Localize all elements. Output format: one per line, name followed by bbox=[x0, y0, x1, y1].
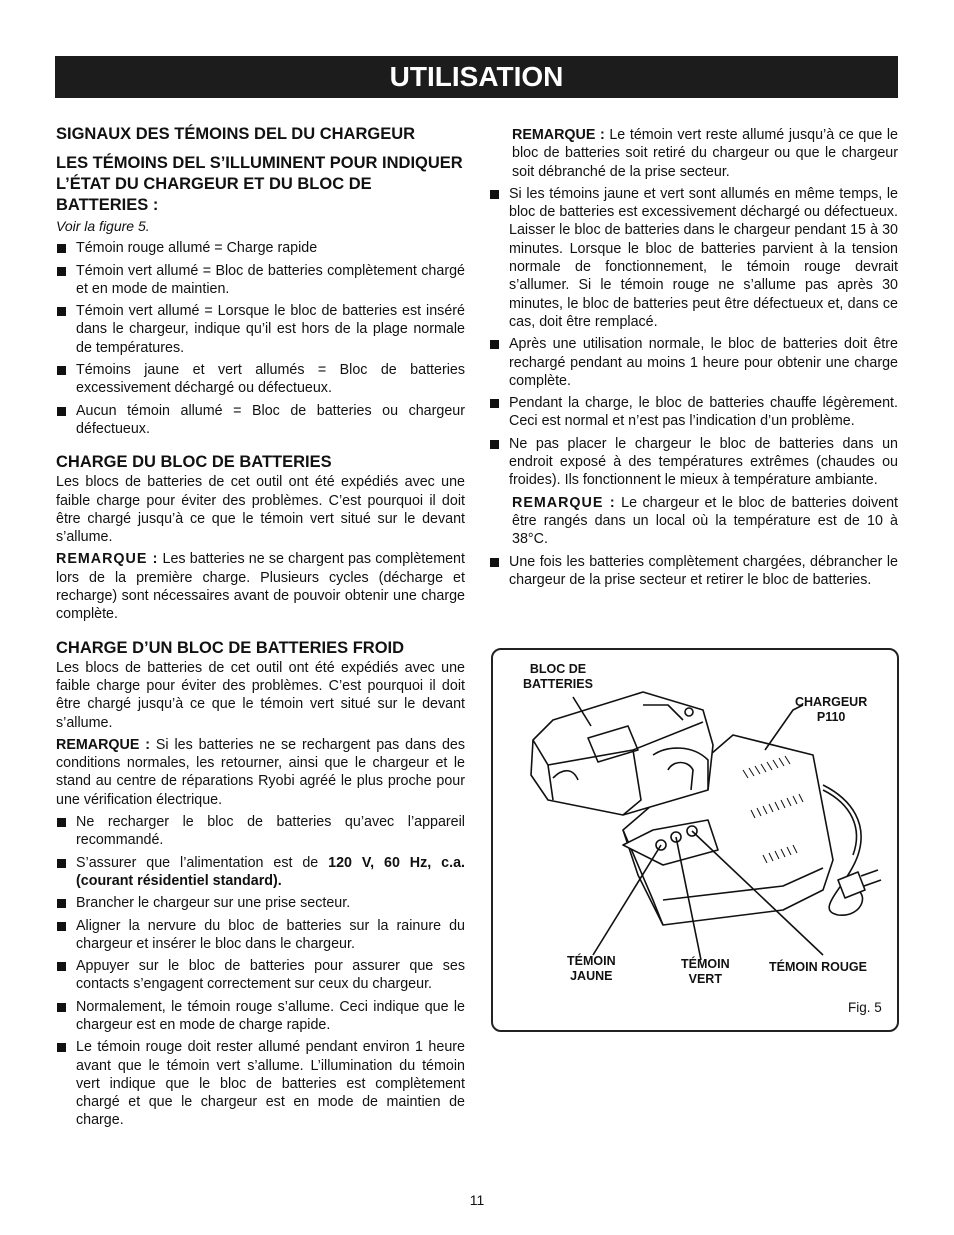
list-item: Témoin rouge allumé = Charge rapide bbox=[56, 239, 465, 257]
label-line: VERT bbox=[688, 972, 722, 986]
label-green-led bbox=[681, 957, 730, 987]
note-text: Le témoin vert reste allumé jusqu’à ce que le bloc de batteries soit retiré du chargeur ou que le chargeur soit débranché de la prise secteur. bbox=[512, 127, 899, 180]
power-spec: 120 V, 60 Hz, c.a. (courant résidentiel standard). bbox=[76, 854, 465, 889]
note-label: REMARQUE : bbox=[56, 736, 151, 753]
label-line: BLOC DE bbox=[529, 662, 587, 676]
note-label: REMARQUE : bbox=[512, 127, 605, 143]
note-text: Le chargeur et le bloc de batteries doivent être rangés dans un local où la température est de 10 à 38°C. bbox=[512, 494, 898, 548]
label-line: TÉMOIN bbox=[567, 954, 616, 968]
list-item: Appuyer sur le bloc de batteries pour assurer que ses contacts s’engagent correctement sur ceux du chargeur. bbox=[56, 957, 465, 994]
list-item: Aucun témoin allumé = Bloc de batteries ou chargeur défectueux. bbox=[56, 402, 465, 439]
note bbox=[489, 494, 898, 549]
list-item bbox=[56, 854, 465, 891]
note-text: Les batteries ne se chargent pas complètement lors de la première charge. Plusieurs cycles (décharge et recharge) sont nécessaires avant de pouvoir obtenir une charge complète. bbox=[56, 551, 465, 623]
list-item: Si les témoins jaune et vert sont allumés en même temps, le bloc de batteries est excessivement déchargé ou défectueux. Laisser le bloc de batteries dans le chargeur pendant 15 à 30 minutes. Lorsque le bloc de batteries parvient à la tension normale de fonctionnement, le témoin rouge devrait s’allumer. Si le témoin rouge ne s’allume pas après 30 minutes, le bloc de batteries peut être défectueux et, dans ce cas, doit être remplacé. bbox=[489, 185, 898, 331]
note bbox=[56, 736, 465, 809]
label-yellow-led bbox=[567, 954, 616, 984]
label-line: BATTERIES bbox=[523, 677, 593, 691]
right-column bbox=[489, 126, 898, 593]
note-label: REMARQUE : bbox=[512, 494, 616, 511]
figure-reference: Voir la figure 5. bbox=[56, 218, 150, 234]
label-battery-pack bbox=[523, 662, 593, 692]
note-label: REMARQUE : bbox=[56, 551, 159, 568]
label-red-led: TÉMOIN ROUGE bbox=[769, 960, 867, 974]
list-item: Pendant la charge, le bloc de batteries chauffe légèrement. Ceci est normal et n’est pas l’indication d’un problème. bbox=[489, 394, 898, 431]
section-title-leds: LES TÉMOINS DEL S’ILLUMINENT POUR INDIQUER L’ÉTAT DU CHARGEUR ET DU BLOC DE BATTERIES : bbox=[56, 154, 463, 214]
left-column bbox=[56, 124, 465, 1134]
page-banner: UTILISATION bbox=[55, 56, 898, 98]
paragraph: Les blocs de batteries de cet outil ont été expédiés avec une faible charge pour éviter des problèmes. C’est pourquoi il doit être chargé jusqu’à ce que le témoin vert situé sur le devant s’allume. bbox=[56, 659, 465, 731]
list-item: Témoin vert allumé = Lorsque le bloc de batteries est inséré dans le chargeur, indique qu’il est hors de la plage normale de températures. bbox=[56, 302, 465, 357]
usage-list bbox=[489, 185, 898, 490]
power-text: S’assurer que l’alimentation est de bbox=[76, 854, 329, 871]
list-item: Témoins jaune et vert allumés = Bloc de batteries excessivement déchargé ou défectueux. bbox=[56, 361, 465, 398]
note bbox=[489, 126, 898, 181]
label-line: CHARGEUR bbox=[795, 695, 868, 709]
list-item: Ne pas placer le chargeur le bloc de batteries dans un endroit exposé à des températures extrêmes (chaudes ou froides). Ils fonctionnent le mieux à température ambiante. bbox=[489, 435, 898, 490]
label-line: TÉMOIN bbox=[681, 957, 730, 971]
section-title-charge: CHARGE DU BLOC DE BATTERIES bbox=[56, 453, 332, 472]
figure-caption: Fig. 5 bbox=[848, 1000, 882, 1015]
list-item: Brancher le chargeur sur une prise secteur. bbox=[56, 894, 465, 912]
list-item: Aligner la nervure du bloc de batteries sur la rainure du chargeur et insérer le bloc dans le chargeur. bbox=[56, 917, 465, 954]
page-number: 11 bbox=[469, 1192, 485, 1208]
list-item: Ne recharger le bloc de batteries qu’avec l’appareil recommandé. bbox=[56, 813, 465, 850]
label-charger bbox=[795, 695, 867, 725]
list-item: Le témoin rouge doit rester allumé pendant environ 1 heure avant que le témoin vert s’allume. L’illumination du témoin vert indique que le bloc de batteries est complètement chargé et que le chargeur est en mode de maintien de charge. bbox=[56, 1038, 465, 1129]
section-title-signals: SIGNAUX DES TÉMOINS DEL DU CHARGEUR bbox=[56, 125, 416, 143]
cold-charge-list bbox=[56, 813, 465, 1130]
usage-list-end bbox=[489, 553, 898, 590]
list-item: Une fois les batteries complètement chargées, débrancher le chargeur de la prise secteur et retirer le bloc de batteries. bbox=[489, 553, 898, 590]
note-text: Si les batteries ne se rechargent pas dans des conditions normales, les retourner, ainsi que le chargeur et le stand au centre de réparations Ryobi agréé le plus proche pour une vérification électrique. bbox=[56, 736, 466, 808]
list-item: Normalement, le témoin rouge s’allume. Ceci indique que le chargeur est en mode de charge rapide. bbox=[56, 998, 465, 1035]
figure-5 bbox=[491, 648, 899, 1032]
note bbox=[56, 550, 465, 623]
signal-list bbox=[56, 239, 465, 438]
section-title-cold-charge: CHARGE D’UN BLOC DE BATTERIES FROID bbox=[56, 638, 405, 657]
label-line: P110 bbox=[816, 710, 846, 724]
label-line: JAUNE bbox=[570, 969, 613, 983]
list-item: Témoin vert allumé = Bloc de batteries complètement chargé et en mode de maintien. bbox=[56, 262, 465, 299]
paragraph: Les blocs de batteries de cet outil ont été expédiés avec une faible charge pour éviter des problèmes. C’est pourquoi il doit être chargé jusqu’à ce que le témoin vert situé sur le devant s’allume. bbox=[56, 474, 465, 546]
list-item: Après une utilisation normale, le bloc de batteries doit être rechargé pendant au moins 1 heure pour obtenir une charge complète. bbox=[489, 335, 898, 390]
